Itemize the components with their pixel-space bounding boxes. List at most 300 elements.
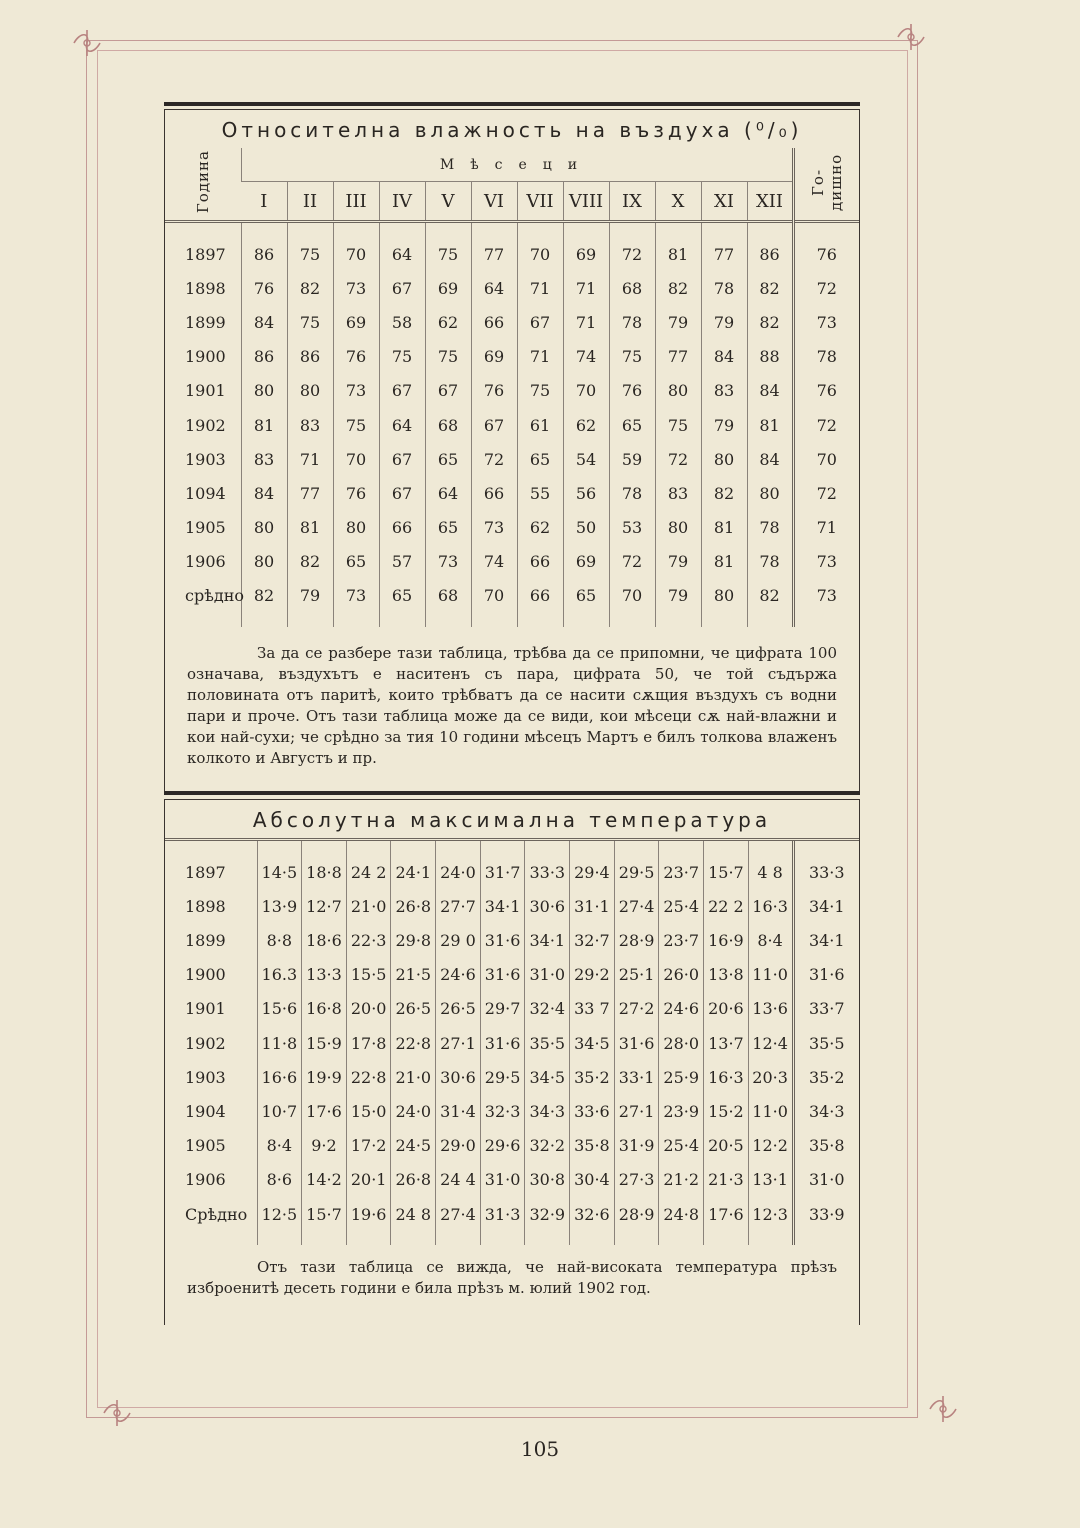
month-value-cell: 82: [747, 579, 793, 613]
year-cell: 1901: [165, 374, 241, 408]
humidity-table: [165, 223, 859, 627]
month-value-cell: 27·1: [614, 1094, 659, 1128]
month-label: VII: [517, 182, 563, 222]
annual-value-cell: 33·9: [793, 1197, 859, 1231]
annual-value-cell: 35·2: [793, 1060, 859, 1094]
page-number: 105: [520, 1437, 560, 1461]
months-header: Мѣсеци: [241, 148, 793, 182]
annual-value-cell: 34·1: [793, 889, 859, 923]
month-value-cell: 33·6: [570, 1094, 615, 1128]
month-value-cell: 76: [241, 271, 287, 305]
table-spacer-row: [165, 223, 859, 237]
month-value-cell: 24·6: [659, 992, 704, 1026]
month-value-cell: 57: [379, 545, 425, 579]
month-value-cell: 13·1: [748, 1163, 793, 1197]
month-value-cell: 25·1: [614, 958, 659, 992]
month-value-cell: 74: [471, 545, 517, 579]
spacer-cell: [302, 1231, 347, 1245]
month-value-cell: 31·6: [480, 1026, 525, 1060]
month-value-cell: 58: [379, 305, 425, 339]
table-row: [165, 1197, 859, 1231]
spacer-cell: [655, 223, 701, 237]
spacer-cell: [609, 223, 655, 237]
spacer-cell: [704, 841, 749, 855]
annual-value-cell: 73: [793, 545, 859, 579]
table-row: [165, 992, 859, 1026]
month-value-cell: 24 4: [436, 1163, 481, 1197]
month-value-cell: 79: [287, 579, 333, 613]
tables-block: [164, 102, 860, 1325]
month-value-cell: 77: [287, 476, 333, 510]
month-value-cell: 14·2: [302, 1163, 347, 1197]
year-cell: 1902: [165, 1026, 257, 1060]
month-label: II: [287, 182, 333, 222]
month-value-cell: 32·4: [525, 992, 570, 1026]
year-cell: 1900: [165, 340, 241, 374]
month-value-cell: 13·7: [704, 1026, 749, 1060]
month-value-cell: 84: [241, 305, 287, 339]
month-value-cell: 27·1: [436, 1026, 481, 1060]
spacer-cell: [793, 223, 859, 237]
month-value-cell: 81: [287, 511, 333, 545]
month-label: IV: [379, 182, 425, 222]
month-value-cell: 15·7: [704, 855, 749, 889]
month-value-cell: 28·0: [659, 1026, 704, 1060]
month-value-cell: 69: [333, 305, 379, 339]
month-value-cell: 81: [747, 408, 793, 442]
table-row: [165, 442, 859, 476]
month-value-cell: 17·8: [346, 1026, 391, 1060]
spacer-cell: [480, 841, 525, 855]
spacer-cell: [793, 613, 859, 627]
table-row: [165, 545, 859, 579]
month-value-cell: 24·0: [391, 1094, 436, 1128]
fleuron-icon: [894, 20, 928, 54]
spacer-cell: [165, 1231, 257, 1245]
month-value-cell: 80: [287, 374, 333, 408]
spacer-cell: [165, 841, 257, 855]
month-value-cell: 14·5: [257, 855, 302, 889]
month-value-cell: 80: [655, 511, 701, 545]
annual-value-cell: 31·6: [793, 958, 859, 992]
month-value-cell: 20·6: [704, 992, 749, 1026]
spacer-cell: [165, 223, 241, 237]
year-cell: 1094: [165, 476, 241, 510]
spacer-cell: [165, 613, 241, 627]
spacer-cell: [517, 223, 563, 237]
year-cell: срѣдно: [165, 579, 241, 613]
spacer-cell: [655, 613, 701, 627]
month-value-cell: 80: [241, 511, 287, 545]
month-value-cell: 86: [747, 237, 793, 271]
spacer-cell: [748, 1231, 793, 1245]
month-value-cell: 75: [379, 340, 425, 374]
table-spacer-row: [165, 841, 859, 855]
month-value-cell: 82: [287, 545, 333, 579]
table-row: [165, 855, 859, 889]
spacer-cell: [701, 223, 747, 237]
month-value-cell: 8·6: [257, 1163, 302, 1197]
month-value-cell: 16·3: [704, 1060, 749, 1094]
month-value-cell: 71: [517, 271, 563, 305]
month-value-cell: 76: [471, 374, 517, 408]
table-row: [165, 511, 859, 545]
year-header: Година: [193, 149, 212, 214]
spacer-cell: [257, 1231, 302, 1245]
spacer-cell: [525, 1231, 570, 1245]
annual-header-cell: [793, 148, 859, 222]
table-row: [165, 958, 859, 992]
month-value-cell: 86: [241, 237, 287, 271]
month-value-cell: 62: [517, 511, 563, 545]
month-value-cell: 24 2: [346, 855, 391, 889]
month-value-cell: 25·4: [659, 889, 704, 923]
month-value-cell: 11·0: [748, 1094, 793, 1128]
month-value-cell: 65: [333, 545, 379, 579]
month-value-cell: 33·1: [614, 1060, 659, 1094]
month-value-cell: 29·5: [480, 1060, 525, 1094]
month-value-cell: 84: [747, 442, 793, 476]
month-value-cell: 15·9: [302, 1026, 347, 1060]
annual-value-cell: 72: [793, 408, 859, 442]
month-value-cell: 75: [425, 340, 471, 374]
month-value-cell: 65: [379, 579, 425, 613]
month-value-cell: 25·4: [659, 1129, 704, 1163]
month-value-cell: 73: [471, 511, 517, 545]
month-value-cell: 82: [701, 476, 747, 510]
spacer-cell: [391, 1231, 436, 1245]
month-value-cell: 35·5: [525, 1026, 570, 1060]
year-cell: 1902: [165, 408, 241, 442]
month-value-cell: 81: [241, 408, 287, 442]
month-value-cell: 27·4: [436, 1197, 481, 1231]
year-cell: 1899: [165, 923, 257, 957]
month-value-cell: 84: [701, 340, 747, 374]
spacer-cell: [241, 223, 287, 237]
month-value-cell: 31·3: [480, 1197, 525, 1231]
month-value-cell: 80: [655, 374, 701, 408]
month-value-cell: 88: [747, 340, 793, 374]
spacer-cell: [436, 841, 481, 855]
fleuron-icon: [926, 1392, 960, 1426]
table-spacer-row: [165, 613, 859, 627]
month-value-cell: 66: [471, 476, 517, 510]
month-value-cell: 12·5: [257, 1197, 302, 1231]
month-label: V: [425, 182, 471, 222]
month-value-cell: 66: [517, 545, 563, 579]
month-value-cell: 73: [425, 545, 471, 579]
month-value-cell: 75: [655, 408, 701, 442]
annual-value-cell: 34·3: [793, 1094, 859, 1128]
month-value-cell: 66: [379, 511, 425, 545]
month-value-cell: 34·5: [570, 1026, 615, 1060]
month-value-cell: 12·3: [748, 1197, 793, 1231]
spacer-cell: [379, 223, 425, 237]
month-value-cell: 29·7: [480, 992, 525, 1026]
month-value-cell: 35·8: [570, 1129, 615, 1163]
month-value-cell: 77: [471, 237, 517, 271]
month-value-cell: 26·5: [436, 992, 481, 1026]
month-value-cell: 73: [333, 579, 379, 613]
month-label: VIII: [563, 182, 609, 222]
month-value-cell: 10·7: [257, 1094, 302, 1128]
month-value-cell: 68: [425, 579, 471, 613]
month-value-cell: 26·5: [391, 992, 436, 1026]
month-value-cell: 28·9: [614, 1197, 659, 1231]
month-value-cell: 80: [241, 545, 287, 579]
month-value-cell: 70: [517, 237, 563, 271]
month-value-cell: 82: [241, 579, 287, 613]
year-cell: 1904: [165, 1094, 257, 1128]
temperature-section: [164, 799, 860, 1325]
temperature-note: Отъ тази таблица се вижда, че най-високата температура прѣзъ изброенитѣ десеть години е била прѣзъ м. юлий 1902 год.: [187, 1258, 837, 1298]
month-value-cell: 62: [563, 408, 609, 442]
month-value-cell: 83: [241, 442, 287, 476]
spacer-cell: [570, 1231, 615, 1245]
month-value-cell: 18·8: [302, 855, 347, 889]
fleuron-icon: [70, 26, 104, 60]
annual-header: Го-дишно: [808, 152, 845, 211]
month-value-cell: 19·9: [302, 1060, 347, 1094]
month-value-cell: 26·8: [391, 889, 436, 923]
month-value-cell: 82: [287, 271, 333, 305]
month-value-cell: 12·7: [302, 889, 347, 923]
month-value-cell: 65: [609, 408, 655, 442]
month-value-cell: 34·3: [525, 1094, 570, 1128]
annual-value-cell: 35·8: [793, 1129, 859, 1163]
month-value-cell: 31·9: [614, 1129, 659, 1163]
month-value-cell: 80: [701, 579, 747, 613]
month-value-cell: 29·0: [436, 1129, 481, 1163]
month-value-cell: 31·4: [436, 1094, 481, 1128]
month-value-cell: 53: [609, 511, 655, 545]
month-value-cell: 83: [655, 476, 701, 510]
spacer-cell: [517, 613, 563, 627]
month-value-cell: 21·2: [659, 1163, 704, 1197]
month-value-cell: 9·2: [302, 1129, 347, 1163]
annual-value-cell: 31·0: [793, 1163, 859, 1197]
month-value-cell: 67: [379, 271, 425, 305]
month-value-cell: 30·6: [436, 1060, 481, 1094]
month-value-cell: 66: [517, 579, 563, 613]
humidity-title: Относителна влажность на въздуха (⁰/₀): [221, 118, 803, 142]
month-value-cell: 34·1: [525, 923, 570, 957]
month-value-cell: 78: [747, 545, 793, 579]
table-row: [165, 1026, 859, 1060]
table-row: [165, 237, 859, 271]
year-cell: 1906: [165, 1163, 257, 1197]
month-label: I: [260, 190, 268, 212]
spacer-cell: [333, 613, 379, 627]
month-value-cell: 84: [241, 476, 287, 510]
month-value-cell: 72: [471, 442, 517, 476]
month-value-cell: 69: [563, 237, 609, 271]
month-value-cell: 67: [379, 442, 425, 476]
month-value-cell: 71: [563, 271, 609, 305]
month-value-cell: 23·7: [659, 855, 704, 889]
month-value-cell: 4 8: [748, 855, 793, 889]
month-value-cell: 22·8: [346, 1060, 391, 1094]
annual-value-cell: 34·1: [793, 923, 859, 957]
month-value-cell: 69: [471, 340, 517, 374]
month-value-cell: 71: [287, 442, 333, 476]
month-value-cell: 67: [379, 374, 425, 408]
month-label: XI: [701, 182, 747, 222]
month-value-cell: 71: [517, 340, 563, 374]
month-value-cell: 29·8: [391, 923, 436, 957]
month-value-cell: 26·8: [391, 1163, 436, 1197]
month-value-cell: 56: [563, 476, 609, 510]
year-cell: 1900: [165, 958, 257, 992]
month-value-cell: 69: [563, 545, 609, 579]
month-value-cell: 76: [333, 476, 379, 510]
spacer-cell: [563, 223, 609, 237]
month-value-cell: 15·2: [704, 1094, 749, 1128]
spacer-cell: [287, 613, 333, 627]
month-value-cell: 27·2: [614, 992, 659, 1026]
month-value-cell: 77: [701, 237, 747, 271]
month-value-cell: 68: [609, 271, 655, 305]
month-value-cell: 21·0: [346, 889, 391, 923]
month-value-cell: 75: [287, 305, 333, 339]
month-value-cell: 50: [563, 511, 609, 545]
table-row: [165, 579, 859, 613]
month-value-cell: 23·7: [659, 923, 704, 957]
month-value-cell: 33·3: [525, 855, 570, 889]
spacer-cell: [570, 841, 615, 855]
month-value-cell: 32·9: [525, 1197, 570, 1231]
table-row: [165, 1060, 859, 1094]
temperature-table: [165, 841, 859, 1245]
month-value-cell: 68: [425, 408, 471, 442]
top-rule: [164, 102, 860, 106]
humidity-section: [164, 110, 860, 791]
month-value-cell: 75: [609, 340, 655, 374]
month-value-cell: 72: [655, 442, 701, 476]
month-value-cell: 16·6: [257, 1060, 302, 1094]
month-value-cell: 80: [333, 511, 379, 545]
month-value-cell: 8·4: [748, 923, 793, 957]
table-row: [165, 1129, 859, 1163]
year-cell: 1903: [165, 442, 241, 476]
month-value-cell: 62: [425, 305, 471, 339]
month-value-cell: 15·5: [346, 958, 391, 992]
month-value-cell: 16.3: [257, 958, 302, 992]
month-value-cell: 70: [333, 442, 379, 476]
month-value-cell: 86: [241, 340, 287, 374]
month-value-cell: 20·0: [346, 992, 391, 1026]
month-value-cell: 75: [517, 374, 563, 408]
month-value-cell: 70: [609, 579, 655, 613]
month-value-cell: 81: [701, 545, 747, 579]
month-value-cell: 24·6: [436, 958, 481, 992]
year-cell: 1905: [165, 511, 241, 545]
table-row: [165, 305, 859, 339]
month-value-cell: 29·6: [480, 1129, 525, 1163]
month-value-cell: 72: [609, 545, 655, 579]
year-cell: Срѣдно: [165, 1197, 257, 1231]
month-value-cell: 17·6: [302, 1094, 347, 1128]
spacer-cell: [333, 223, 379, 237]
year-cell: 1897: [165, 855, 257, 889]
month-value-cell: 83: [287, 408, 333, 442]
month-value-cell: 78: [609, 305, 655, 339]
month-value-cell: 70: [333, 237, 379, 271]
month-value-cell: 67: [517, 305, 563, 339]
month-value-cell: 32·3: [480, 1094, 525, 1128]
spacer-cell: [747, 223, 793, 237]
month-value-cell: 66: [471, 305, 517, 339]
month-value-cell: 15·0: [346, 1094, 391, 1128]
table-row: [165, 340, 859, 374]
middle-rule: [164, 791, 860, 795]
month-value-cell: 75: [425, 237, 471, 271]
month-value-cell: 24·8: [659, 1197, 704, 1231]
month-value-cell: 34·1: [480, 889, 525, 923]
month-value-cell: 11·8: [257, 1026, 302, 1060]
month-value-cell: 79: [655, 305, 701, 339]
spacer-cell: [287, 223, 333, 237]
month-value-cell: 75: [333, 408, 379, 442]
table-row: [165, 271, 859, 305]
table-row: [165, 408, 859, 442]
month-value-cell: 24·0: [436, 855, 481, 889]
month-value-cell: 28·9: [614, 923, 659, 957]
month-value-cell: 15·6: [257, 992, 302, 1026]
year-cell: 1898: [165, 889, 257, 923]
month-value-cell: 32·6: [570, 1197, 615, 1231]
month-value-cell: 27·3: [614, 1163, 659, 1197]
month-value-cell: 64: [471, 271, 517, 305]
month-value-cell: 12·2: [748, 1129, 793, 1163]
month-value-cell: 24 8: [391, 1197, 436, 1231]
annual-value-cell: 33·7: [793, 992, 859, 1026]
month-value-cell: 13·9: [257, 889, 302, 923]
annual-value-cell: 73: [793, 579, 859, 613]
table-row: [165, 1163, 859, 1197]
month-value-cell: 59: [609, 442, 655, 476]
month-value-cell: 82: [655, 271, 701, 305]
month-value-cell: 20·1: [346, 1163, 391, 1197]
month-value-cell: 72: [609, 237, 655, 271]
spacer-cell: [436, 1231, 481, 1245]
month-value-cell: 78: [747, 511, 793, 545]
month-value-cell: 74: [563, 340, 609, 374]
temperature-title: Абсолутна максимална температура: [165, 799, 859, 841]
month-value-cell: 86: [287, 340, 333, 374]
annual-value-cell: 70: [793, 442, 859, 476]
humidity-note: За да се разбере тази таблица, трѣбва да се припомни, че цифрата 100 означава, въздухътъ е наситенъ съ пара, цифрата 50, че той съдържа половината отъ паритѣ, които трѣбватъ да се насити сѫщия въздухъ съ водни пари и проче. Отъ тази таблица може да се види, кои мѣсеци сѫ най-влажни и кои най-сухи; че срѣдно за тия 10 години мѣсецъ Мартъ е билъ толкова влаженъ колкото и Августъ и пр.: [187, 644, 837, 768]
month-value-cell: 12·4: [748, 1026, 793, 1060]
month-value-cell: 65: [425, 442, 471, 476]
month-labels-row: [165, 182, 859, 222]
year-cell: 1897: [165, 237, 241, 271]
month-value-cell: 29·2: [570, 958, 615, 992]
year-cell: 1898: [165, 271, 241, 305]
spacer-cell: [748, 841, 793, 855]
month-value-cell: 29·5: [614, 855, 659, 889]
month-value-cell: 22 2: [704, 889, 749, 923]
month-value-cell: 65: [425, 511, 471, 545]
month-value-cell: 31·1: [570, 889, 615, 923]
month-value-cell: 30·8: [525, 1163, 570, 1197]
spacer-cell: [241, 613, 287, 627]
annual-value-cell: 33·3: [793, 855, 859, 889]
spacer-cell: [425, 223, 471, 237]
month-value-cell: 31·6: [614, 1026, 659, 1060]
month-value-cell: 29 0: [436, 923, 481, 957]
month-value-cell: 67: [425, 374, 471, 408]
